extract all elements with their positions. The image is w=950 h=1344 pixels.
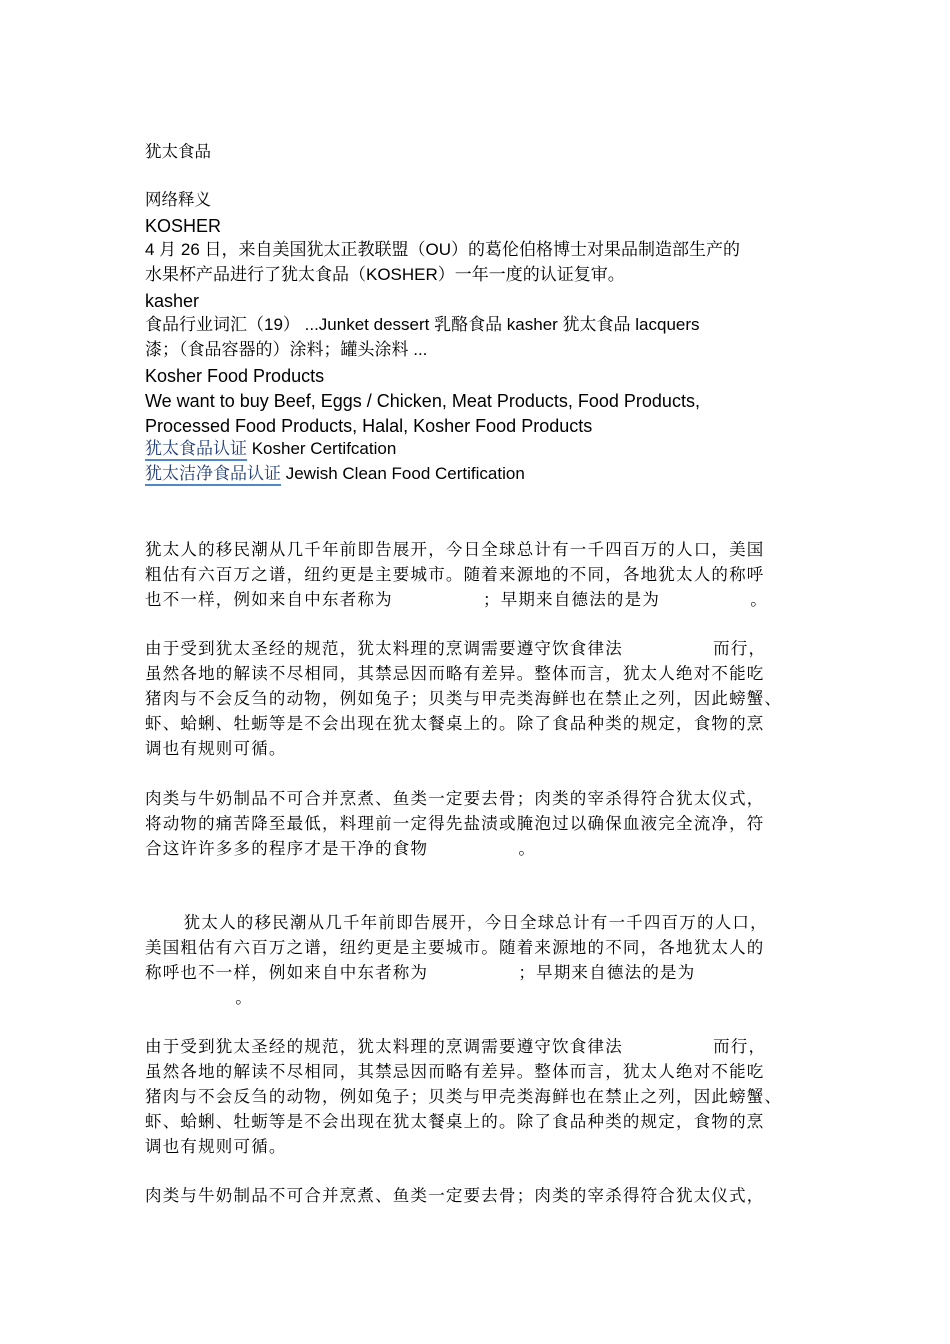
paragraph-line: 由于受到犹太圣经的规范，犹太料理的烹调需要遵守饮食律法 而行， (145, 639, 767, 658)
paragraph-line: 虽然各地的解读不尽相同，其禁忌因而略有差异。整体而言，犹太人绝对不能吃 (145, 664, 765, 683)
paragraph-line: 粗估有六百万之谱，纽约更是主要城市。随着来源地的不同，各地犹太人的称呼 (145, 565, 765, 584)
paragraph-line: 肉类与牛奶制品不可合并烹煮、鱼类一定要去骨；肉类的宰杀得符合犹太仪式， (145, 789, 765, 808)
paragraph-line: 虾、蛤蜊、牡蛎等是不会出现在犹太餐桌上的。除了食品种类的规定，食物的烹 (145, 714, 765, 733)
paragraph-line: 犹太人的移民潮从几千年前即告展开，今日全球总计有一千四百万的人口， (145, 913, 768, 932)
def-term-kosher: KOSHER (145, 216, 222, 236)
paragraph-line: 虽然各地的解读不尽相同，其禁忌因而略有差异。整体而言，犹太人绝对不能吃 (145, 1062, 765, 1081)
link-kosher-certification[interactable]: 犹太食品认证 (145, 439, 247, 459)
paragraph-line: 合这许许多多的程序才是干净的食物 。 (145, 839, 537, 858)
paragraph-line: 调也有规则可循。 (145, 1137, 287, 1156)
def-line: 水果杯产品进行了犹太食品（KOSHER）一年一度的认证复审。 (145, 265, 625, 284)
paragraph-line: 美国粗估有六百万之谱，纽约更是主要城市。随着来源地的不同，各地犹太人的 (145, 938, 765, 957)
paragraph-line: 也不一样，例如来自中东者称为 ；早期来自德法的是为 。 (145, 590, 768, 609)
doc-title: 犹太食品 (145, 142, 211, 161)
paragraph-line: 。 (145, 988, 253, 1007)
def-line: We want to buy Beef, Eggs / Chicken, Meat Products, Food Products, (145, 391, 700, 411)
link-row-jewish-clean-food (145, 462, 525, 486)
def-line: 漆；（食品容器的）涂料；罐头涂料 ... (145, 340, 428, 359)
document-page (145, 0, 807, 1344)
link-en-text: Kosher Certifcation (247, 439, 397, 458)
paragraph-line: 猪肉与不会反刍的动物，例如兔子；贝类与甲壳类海鲜也在禁止之列，因此螃蟹、 (145, 1087, 783, 1106)
def-line: Processed Food Products, Halal, Kosher Food Products (145, 416, 593, 436)
paragraph-line: 将动物的痛苦降至最低，料理前一定得先盐渍或腌泡过以确保血液完全流净，符 (145, 814, 765, 833)
paragraph-line: 猪肉与不会反刍的动物，例如兔子；贝类与甲壳类海鲜也在禁止之列，因此螃蟹、 (145, 689, 783, 708)
def-term-kasher: kasher (145, 291, 200, 311)
paragraph-line: 肉类与牛奶制品不可合并烹煮、鱼类一定要去骨；肉类的宰杀得符合犹太仪式， (145, 1186, 765, 1205)
def-line: 食品行业词汇（19） ...Junket dessert 乳酪食品 kasher 犹太食品 lacquers (145, 315, 700, 334)
def-term-kosher-food-products: Kosher Food Products (145, 366, 325, 386)
paragraph-line: 调也有规则可循。 (145, 739, 287, 758)
section-heading: 网络释义 (145, 190, 211, 209)
paragraph-line: 犹太人的移民潮从几千年前即告展开，今日全球总计有一千四百万的人口，美国 (145, 540, 765, 559)
paragraph-line: 虾、蛤蜊、牡蛎等是不会出现在犹太餐桌上的。除了食品种类的规定，食物的烹 (145, 1112, 765, 1131)
paragraph-line: 称呼也不一样，例如来自中东者称为 ；早期来自德法的是为 (145, 963, 696, 982)
link-en-text: Jewish Clean Food Certification (281, 464, 525, 483)
def-line: 4 月 26 日，来自美国犹太正教联盟（OU）的葛伦伯格博士对果品制造部生产的 (145, 240, 741, 259)
link-jewish-clean-food-certification[interactable]: 犹太洁净食品认证 (145, 464, 281, 484)
link-row-kosher-certification (145, 437, 396, 461)
paragraph-line: 由于受到犹太圣经的规范，犹太料理的烹调需要遵守饮食律法 而行， (145, 1037, 767, 1056)
